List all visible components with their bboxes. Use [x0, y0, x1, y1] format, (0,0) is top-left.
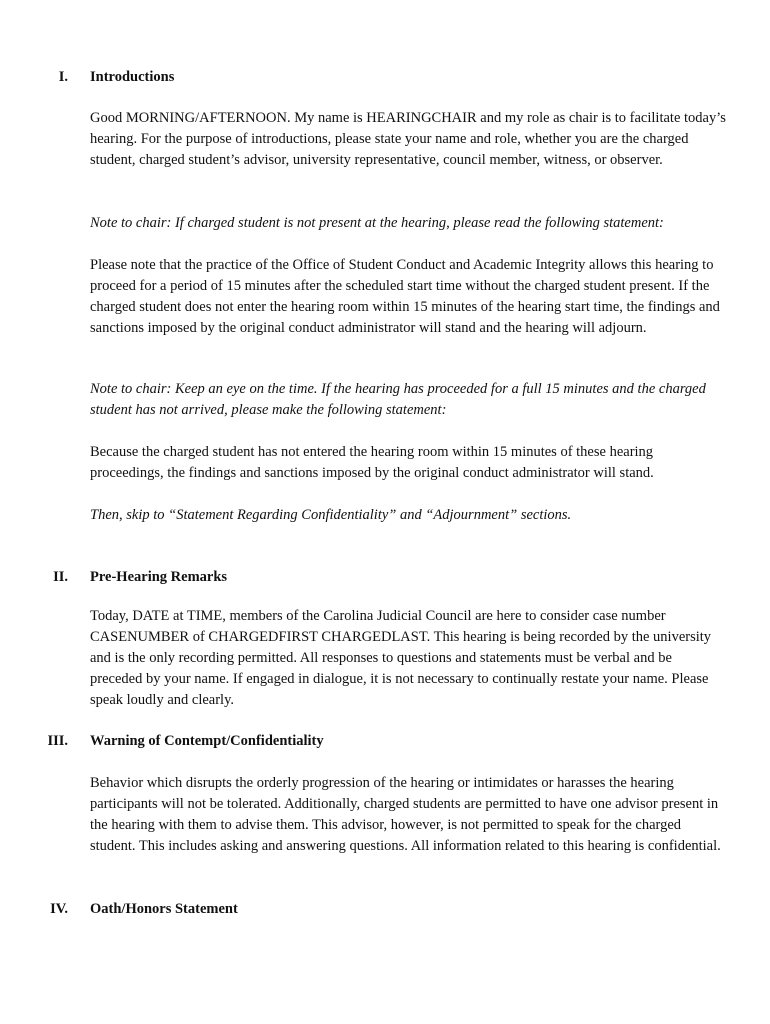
section-number: III.: [47, 733, 68, 749]
section-number: I.: [58, 69, 68, 85]
chair-note-2: Note to chair: Keep an eye on the time. If the hearing has proceeded for a full 15 minutes and the charged student has not arrived, please make the following statement:: [90, 381, 706, 418]
introductions-paragraph-1: Good MORNING/AFTERNOON. My name is HEARINGCHAIR and my role as chair is to facilitate today’s hearing. For the purpose of introductions, please state your name and role, whether you are the charged student, charged student’s advisor, university representative, council member, witness, or observer.: [90, 110, 726, 168]
section-title: Pre-Hearing Remarks: [90, 569, 228, 585]
chair-note-1: Note to chair: If charged student is not present at the hearing, please read the following statement:: [90, 215, 664, 231]
section-title: Warning of Contempt/Confidentiality: [90, 733, 324, 749]
section-title: Oath/Honors Statement: [90, 901, 238, 917]
warning-paragraph: Behavior which disrupts the orderly progression of the hearing or intimidates or harasses the hearing participants will not be tolerated. Additionally, charged students are permitted to have one advisor present in the hearing with them to advise them. This advisor, however, is not permitted to speak for the charged student. This includes asking and answering questions. All information related to this hearing is confidential.: [90, 775, 721, 854]
introductions-paragraph-2: Please note that the practice of the Office of Student Conduct and Academic Integrity allows this hearing to proceed for a period of 15 minutes after the scheduled start time without the charged student present. If the charged student does not enter the hearing room within 15 minutes of the hearing start time, the findings and sanctions imposed by the original conduct administrator will stand and the hearing will adjourn.: [90, 257, 720, 336]
section-number: II.: [53, 569, 68, 585]
pre-hearing-paragraph: Today, DATE at TIME, members of the Carolina Judicial Council are here to consider case number CASENUMBER of CHARGEDFIRST CHARGEDLAST. This hearing is being recorded by the university and is the only recording permitted. All responses to questions and statements must be verbal and be preceded by your name. If engaged in dialogue, it is not necessary to continually restate your name. Please speak loudly and clearly.: [90, 608, 712, 708]
introductions-paragraph-3: Because the charged student has not entered the hearing room within 15 minutes of these hearing proceedings, the findings and sanctions imposed by the original conduct administrator will stand.: [90, 444, 654, 481]
section-title: Introductions: [90, 69, 175, 85]
section-number: IV.: [50, 901, 68, 917]
chair-note-3: Then, skip to “Statement Regarding Confidentiality” and “Adjournment” sections.: [90, 507, 572, 523]
